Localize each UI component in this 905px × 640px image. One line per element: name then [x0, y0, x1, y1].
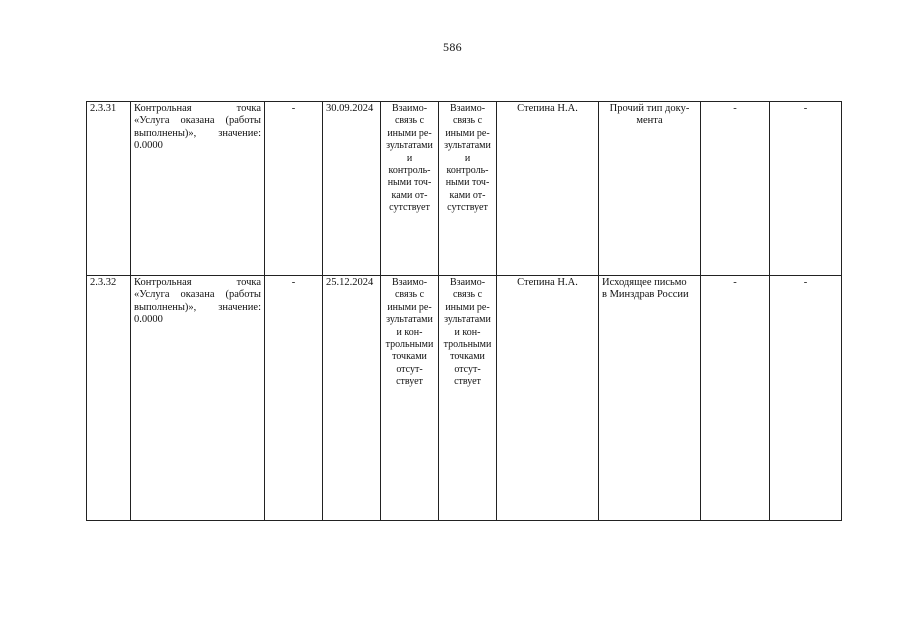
relation-text: Взаимо- связь с иными ре- зультатами и кон- трольными точками отсут- ствует [385, 277, 434, 388]
control-point-name-line: «Услуга оказана (работы [134, 115, 261, 127]
column-10-value: - [803, 277, 808, 288]
due-date: 25.12.2024 [326, 277, 374, 288]
control-points-table [86, 101, 842, 521]
row-number: 2.3.32 [90, 277, 117, 288]
column-9-cell [701, 102, 770, 276]
row-number-cell [87, 102, 131, 276]
relation-cell-2 [439, 276, 497, 521]
control-point-name-cell [131, 102, 265, 276]
column-9-cell [701, 276, 770, 521]
document-type: Прочий тип доку- мента [609, 103, 690, 127]
control-point-name-cell [131, 276, 265, 521]
column-9-value: - [733, 103, 737, 114]
document-type-cell [599, 276, 701, 521]
document-type-cell [599, 102, 701, 276]
relation-cell-1 [381, 102, 439, 276]
table-row [87, 276, 842, 521]
base-value: - [291, 103, 296, 114]
due-date: 30.09.2024 [326, 103, 374, 114]
row-number: 2.3.31 [90, 103, 117, 114]
responsible-cell [497, 276, 599, 521]
control-point-name-line: выполнены)», значение: [134, 127, 261, 139]
column-10-cell [770, 276, 842, 521]
control-point-value: 0.0000 [134, 314, 163, 326]
column-10-value: - [803, 103, 808, 114]
control-point-value: 0.0000 [134, 140, 163, 152]
page-number: 586 [443, 40, 462, 54]
responsible-cell [497, 102, 599, 276]
relation-cell-2 [439, 102, 497, 276]
column-9-value: - [733, 277, 737, 288]
control-point-name-line: «Услуга оказана (работы [134, 289, 261, 301]
row-number-cell [87, 276, 131, 521]
table-row [87, 102, 842, 276]
relation-text: Взаимо- связь с иными ре- зультатами и контроль- ными точ- ками от- сутствует [386, 103, 433, 214]
document-type: Исходящее письмо в Минздрав России [602, 277, 689, 301]
due-date-cell [323, 276, 381, 521]
base-value-cell [265, 276, 323, 521]
control-point-name-line: выполнены)», значение: [134, 301, 261, 313]
responsible-person: Степина Н.А. [517, 277, 578, 288]
control-point-name-line: Контрольная точка [134, 103, 261, 114]
relation-text: Взаимо- связь с иными ре- зультатами и кон- трольными точками отсут- ствует [443, 277, 492, 388]
relation-cell-1 [381, 276, 439, 521]
due-date-cell [323, 102, 381, 276]
column-10-cell [770, 102, 842, 276]
control-point-name-line: Контрольная точка [134, 277, 261, 288]
responsible-person: Степина Н.А. [517, 103, 578, 114]
base-value-cell [265, 102, 323, 276]
relation-text: Взаимо- связь с иными ре- зультатами и контроль- ными точ- ками от- сутствует [444, 103, 491, 214]
base-value: - [291, 277, 296, 288]
